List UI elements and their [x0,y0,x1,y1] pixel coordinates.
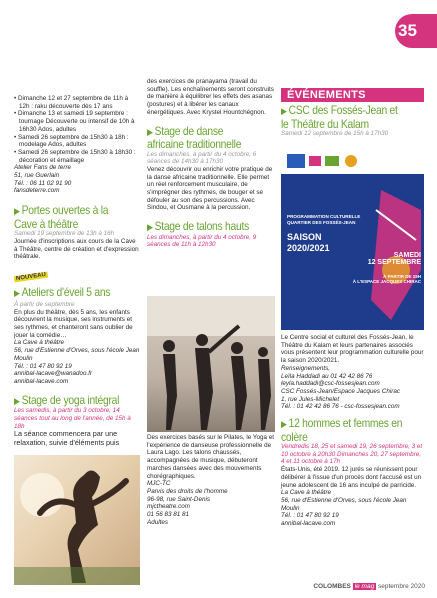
ateliers-date: À partir de septembre [14,300,75,308]
csc-contact: Tél. : 01 42 42 86 76 - csc-fossesjean.com [281,403,400,411]
column-1 [14,95,140,447]
event-poster [281,150,424,330]
venue-line: 51, rue Guerlain [14,172,60,180]
footer-month: septembre 2020 [378,583,425,590]
venue-line: MJC-TC [147,480,171,488]
ateliers-heading: ▶ Ateliers d'éveil 5 ans [14,284,111,299]
page-number: 35 [398,21,417,40]
yoga-heading: ▶ Stage de yoga intégral [14,392,120,407]
column-2 [147,78,275,249]
venue-line: 96-98, rue Saint-Denis [147,495,211,503]
africa-heading: ▶ Stage de danse africaine traditionnelle [147,123,242,152]
csc-body: Le Centre social et culturel des Fossés-Jean, le Théâtre du Kalam et leurs partenaires associés vous présentent leur programmation culturelle pour la saison 2020/2021. [281,334,424,365]
talons-date: Les dimanches, à partir du 4 octobre, 9 séances de 11h à 12h30 [147,233,257,249]
nouveau-badge: NOUVEAU [15,271,47,283]
dance-photo [147,296,275,432]
venue-line: La Cave à théâtre [281,489,332,497]
talons-body: Des exercices basés sur le Pilates, le Yoga et l'expérience de danseuse professionnelle de Laura Lago. Les talons chaussés, accompagnées de musique, débuteront marches dansées avec des mouvements chorégraphiques. [147,434,275,480]
portes-body: Journée d'inscriptions aux cours de la Cave à Théâtre, centre de création et d'expression théâtrale. [14,237,139,261]
portes-heading: ▶ Portes ouvertes à la Cave à théâtre [14,203,109,231]
list-item: • Dimanche 13 et samedi 19 septembre : tournage Découverte ou intensif de 10h à 16h30 Ados, adultes [14,110,135,133]
venue-line: 56, rue d'Estienne d'Orves, sous l'école Jean Moulin [14,347,140,362]
footer [313,583,425,590]
list-item: • Dimanche 12 et 27 septembre de 11h à 12h : raku découverte dès 17 ans [14,95,129,110]
poster-date-block: SAMEDI 12 SEPTEMBRE À PARTIR DE 15H À L'ESPACE JACQUES CHIRAC [352,252,421,284]
venue-line: Adultes [147,518,169,526]
venue-line: Atelier Fans de terre [14,164,72,172]
footer-city: COLOMBES [313,583,351,590]
venue-line: fansdeterre.com [14,187,60,195]
column-2-bottom [147,434,275,526]
poster-text: PROGRAMMATION CULTURELLE QUARTIER DES FOSSÉS-JEAN SAISON 2020/2021 [287,214,361,253]
venue-line: annibal-lacave@wanadoo.fr [14,370,93,378]
csc-heading: ▶ CSC des Fossés-Jean et le Théâtre du Kalam [281,103,398,131]
venue-line: mjctheatre.com [147,503,191,511]
footer-mag: le mag [354,583,375,590]
list-item: • Samedi 26 septembre de 15h30 à 18h : modelage Ados, adultes [14,133,129,149]
column-3-bottom [281,334,424,528]
csc-contact: Leïla Haddadi au 01 42 42 86 76 [281,372,373,380]
yoga-photo [14,455,140,585]
csc-contact: leyla.haddadi@csc-fossesjean.com [281,380,380,388]
list-item: • Samedi 26 septembre de 15h30 à 18h30 : décoration et émaillage [14,148,136,164]
portes-date: Samedi 19 septembre de 13h à 16h [14,230,115,238]
talons-heading: ▶ Stage de talons hauts [147,219,250,234]
csc-contact: CSC Fossés-Jean/Espace Jacques Chirac [281,387,400,395]
colere-date: Vendredis 18, 25 et samedi 19, 26 septembre, 3 et 10 octobre à 20h30 Dimanches 20, 27 septembre, 4 et 11 octobre à 17h [281,443,423,466]
yoga-body: La séance commencera par une relaxation, suivie d'éléments puis [14,429,120,447]
colere-heading: ▶ 12 hommes et femmes en colère [281,416,403,444]
yoga-continued: des exercices de pranayama (travail du souffle). Les enchaînements seront construits de manière à équilibrer les effets des asanas (postures) et à libérer les canaux énergétiques. Avec Krystel Hountchégnon. [147,78,274,116]
csc-contact: Renseignements, [281,364,331,372]
venue-line: La Cave à théâtre [14,339,65,347]
venue-line: 56, rue d'Estienne d'Orves, sous l'école Jean Moulin [281,496,407,512]
venue-line: 01 56 83 81 81 [147,511,190,519]
venue-line: annibal-lacave.com [14,377,69,385]
venue-line: Tél. : 01 47 80 92 19 [281,512,339,520]
ateliers-body: En plus du théâtre, dès 5 ans, les enfants découvrent la musique, ses instruments et ses rythmes, et chanteront sans oublier de jouer la comédie… [14,308,133,339]
venue-line: annibal-lacave.com [281,520,336,528]
csc-date: Samedi 12 septembre de 15h à 17h30 [281,130,389,137]
venue-line: Tél. : 06 11 02 91 90 [14,179,72,187]
africa-body: Venez découvrir ou enrichir votre pratique de la danse africaine traditionnelle. Elle permet un réel renforcement musculaire, de s'imprégner des rythmes, de bouger et se défouler au son des percussions. Avec Sindou, et Ousmane à la percussion. [147,165,273,212]
yoga-date: Les samedis, à partir du 3 octobre, 14 séances tout au long de l'année, de 15h à 18h [14,407,131,430]
venue-line: Parvis des droits de l'homme [147,487,228,495]
venue-line: Tél. : 01 47 80 92 19 [14,362,72,370]
csc-contact: 1, rue Jules-Michelet [281,395,340,403]
colere-body: États-Unis, été 2019. 12 jurés se réunissent pour délibérer à l'issue d'un procès dont l'accusé est un jeune adolescent de 16 ans inculpé de parricide. [281,466,422,489]
column-3 [281,104,424,138]
africa-date: Les dimanches, à partir du 4 octobre, 6 séances de 14h30 à 17h30 [147,150,257,166]
page-number-badge [382,13,437,49]
ateliers-heading-row [14,265,140,301]
events-band: ÉVÉNEMENTS [281,88,424,102]
